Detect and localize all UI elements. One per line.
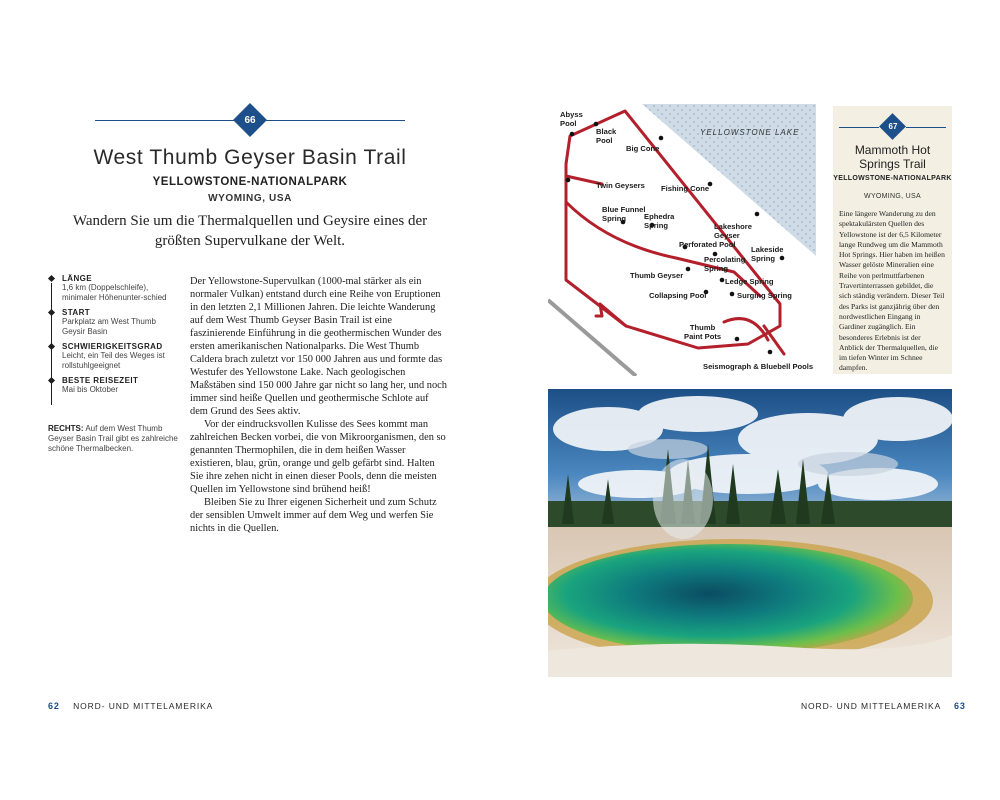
map-label-perforated-pool: Perforated Pool bbox=[679, 240, 736, 249]
map-label-surging-spring: Surging Spring bbox=[737, 291, 792, 300]
fact-text-difficulty: Leicht, ein Teil des Weges ist rollstuhlgeeignet bbox=[62, 351, 165, 370]
map-label-black-pool: Black Pool bbox=[596, 127, 617, 145]
map-label-big-cone: Big Cone bbox=[626, 144, 660, 153]
map-label-ledge-spring: Ledge Spring bbox=[725, 277, 774, 286]
facts-sidebar bbox=[48, 274, 178, 400]
road bbox=[548, 300, 636, 376]
map-label-collapsing-pool: Collapsing Pool bbox=[649, 291, 707, 300]
paragraph: Vor der eindrucksvollen Kulisse des Sees kommt man zahlreichen Becken vorbei, die von Mikroorganismen, den so genannten Thermophilen, die in dem heißen Wasser existieren, blau, grün, orange und gelb gefärbt sind. Halten Sie ihre zehen nicht in einen dieser Pools, denn die meisten Quellen im Yellowstone sind brühend heiß! bbox=[190, 419, 446, 495]
map-label-thumb-geyser: Thumb Geyser bbox=[630, 271, 684, 280]
body-text bbox=[190, 275, 448, 535]
map-label-ephedra-spring: Ephedra Spring bbox=[644, 212, 675, 230]
fact-heading-start: START bbox=[48, 308, 178, 317]
map-point-icon bbox=[735, 337, 740, 342]
fact-heading-season: BESTE REISEZEIT bbox=[48, 376, 178, 385]
photo-pool bbox=[548, 544, 913, 654]
box-title: Mammoth Hot Springs Trail bbox=[854, 143, 931, 171]
fact-heading-difficulty: SCHWIERIGKEITSGRAD bbox=[48, 342, 178, 351]
page-number-right: 63 bbox=[953, 701, 966, 711]
map-label-thumb-paint-pots: Thumb Paint Pots bbox=[684, 323, 722, 341]
fact-heading-length: LÄNGE bbox=[48, 274, 178, 283]
caption-text: Auf dem West Thumb Geyser Basin Trail gibt es zahlreiche schöne Thermalbecken. bbox=[48, 424, 178, 453]
map-label-lakeshore-geyser: Lakeshore Geyser bbox=[714, 222, 752, 240]
folio-right bbox=[801, 701, 966, 711]
paragraph: Der Yellowstone-Supervulkan (1000-mal stärker als ein normaler Vulkan) entstand durch eine Reihe von Eruptionen in den letzten 2,1 Millionen Jahren. Die leichte Wanderung auf dem West Thumb Geyser Basin Trail ist eine faszinierende Einführung in die geothermischen Wunder des ersten amerikanischen Nationalparks. Die West Thumb Caldera brach zuletzt vor 150 000 Jahren aus und formte das Westufer des Yellowstone Lake. Nach geologischen Maßstäben sind 150 000 Jahre gar nicht so lang her, und noch immer sind heiße Quellen und geothermische Schlote auf dem Grund des Sees aktiv. bbox=[190, 276, 447, 417]
photo-steam bbox=[653, 459, 713, 539]
map-label-abyss-pool: Abyss Pool bbox=[560, 110, 583, 128]
map-point-icon bbox=[659, 136, 664, 141]
trail-access-path bbox=[596, 304, 626, 326]
map-label-percolating-spring: Percolating Spring bbox=[704, 255, 746, 273]
folio-left bbox=[48, 701, 213, 711]
map-point-icon bbox=[686, 267, 691, 272]
box-number: 67 bbox=[888, 122, 898, 131]
section-name-left: NORD- UND MITTELAMERIKA bbox=[73, 701, 214, 711]
map-point-icon bbox=[570, 132, 575, 137]
map-point-icon bbox=[566, 178, 571, 183]
park-name: YELLOWSTONE-NATIONALPARK bbox=[152, 176, 348, 188]
box-text: Eine längere Wanderung zu den spektakulärsten Quellen des Yellowstone ist der 6,5 Kilometer lange Rundweg um die Mammoth Hot Springs. Hier haben im heißen Wasser gelöste Mineralien eine Reihe von perlmuttfarbenen Travertinterrassen gebildet, die sich ständig verändern. Dieser Teil des Parks ist ganzjährig über den nordwestlichen Eingang in Gardiner zugänglich. Ein besonderes Erlebnis ist der Anblick der Thermalquellen, die im tiefen Winter im Schnee dampfen. bbox=[839, 209, 945, 373]
box-country: WYOMING, USA bbox=[864, 193, 921, 200]
map-label-lakeside-spring: Lakeside Spring bbox=[751, 245, 784, 263]
hot-spring-photo bbox=[548, 389, 952, 677]
fact-text-season: Mai bis Oktober bbox=[62, 385, 119, 394]
map-label-fishing-cone: Fishing Cone bbox=[661, 184, 710, 193]
fact-text-length: 1,6 km (Doppelschleife), minimaler Höhenunter-schied bbox=[62, 283, 167, 302]
photo-caption bbox=[48, 424, 180, 454]
header-rule-right bbox=[265, 120, 405, 121]
map-point-icon bbox=[720, 278, 725, 283]
map-label-blue-funnel-spring: Blue Funnel Spring bbox=[602, 205, 646, 223]
paragraph: Bleiben Sie zu Ihrer eigenen Sicherheit und zum Schutz der sensiblen Umwelt immer auf dem Weg und werfen Sie nichts in die Quellen. bbox=[190, 497, 437, 534]
header-rule-left bbox=[95, 120, 235, 121]
map-point-icon bbox=[768, 350, 773, 355]
info-box-mammoth bbox=[833, 106, 952, 374]
fact-text-start: Parkplatz am West Thumb Geysir Basin bbox=[62, 317, 156, 336]
map-label-seismograph-bluebell-pools: Seismograph & Bluebell Pools bbox=[703, 362, 814, 371]
box-park: YELLOWSTONE-NATIONALPARK bbox=[833, 175, 952, 182]
map-point-icon bbox=[730, 292, 735, 297]
hot-spring-illustration bbox=[548, 389, 952, 677]
map-point-icon bbox=[594, 122, 599, 127]
trail-number: 66 bbox=[244, 115, 256, 126]
page-number-left: 62 bbox=[48, 701, 60, 711]
map-label-twin-geysers: Twin Geysers bbox=[596, 181, 645, 190]
country: WYOMING, USA bbox=[208, 193, 292, 204]
page-title: West Thumb Geyser Basin Trail bbox=[93, 146, 407, 169]
lake-label: YELLOWSTONE LAKE bbox=[700, 128, 800, 137]
map-point-icon bbox=[755, 212, 760, 217]
caption-label: RECHTS: bbox=[48, 424, 84, 433]
section-name-right: NORD- UND MITTELAMERIKA bbox=[801, 701, 941, 711]
subtitle: Wandern Sie um die Thermalquellen und Geysire eines der größten Supervulkane der Welt. bbox=[72, 213, 428, 249]
